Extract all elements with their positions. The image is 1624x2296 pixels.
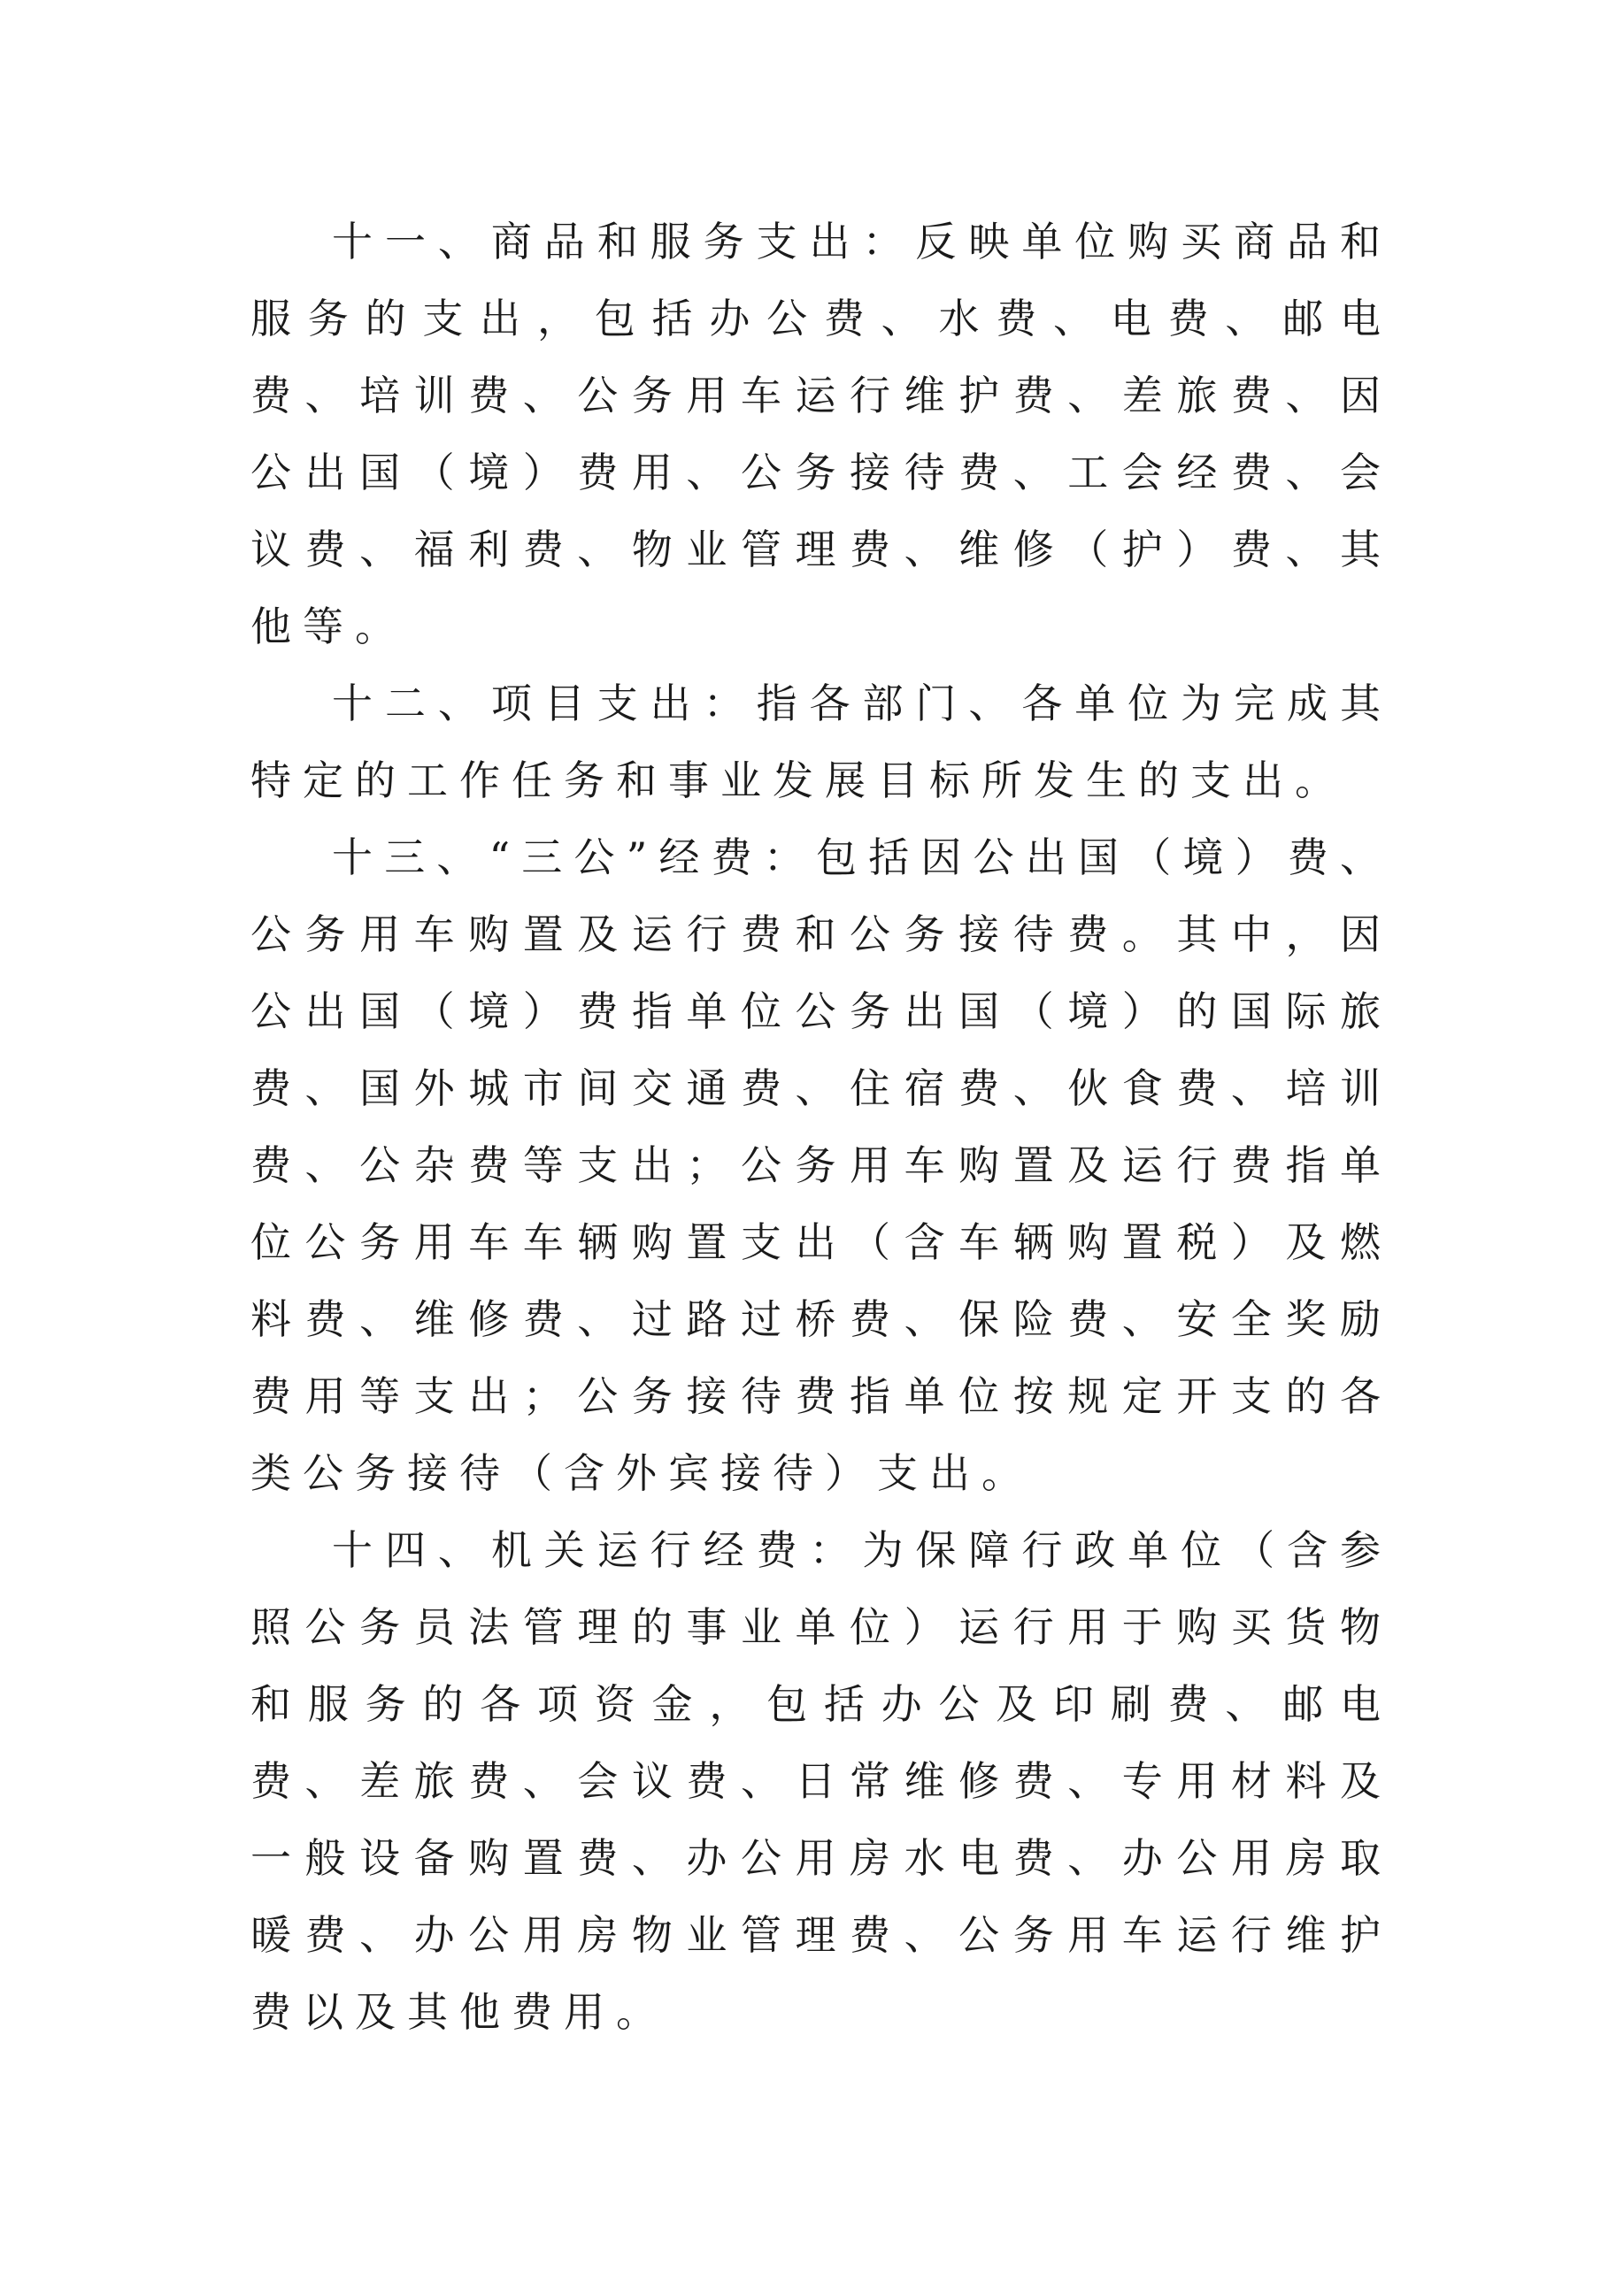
paragraph-goods-and-services: 十一、商品和服务支出：反映单位购买商品和服务的支出，包括办公费、水费、电费、邮电费、培训费、公务用车运行维护费、差旅费、因公出国（境）费用、公务接待费、工会经费、会议费、福利费、物业管理费、维修（护）费、其他等。 <box>250 218 1392 650</box>
paragraph-three-public-funds: 十三、“三公”经费：包括因公出国（境）费、公务用车购置及运行费和公务接待费。其中，因公出国（境）费指单位公务出国（境）的国际旅费、国外城市间交通费、住宿费、伙食费、培训费、公杂费等支出；公务用车购置及运行费指单位公务用车车辆购置支出（含车辆购置税）及燃料费、维修费、过路过桥费、保险费、安全奖励费用等支出；公务接待费指单位按规定开支的各类公务接待（含外宾接待）支出。 <box>250 833 1392 1497</box>
paragraph-agency-operating-funds: 十四、机关运行经费：为保障行政单位（含参照公务员法管理的事业单位）运行用于购买货物和服务的各项资金，包括办公及印刷费、邮电费、差旅费、会议费、日常维修费、专用材料及一般设备购置费、办公用房水电费、办公用房取暖费、办公用房物业管理费、公务用车运行维护费以及其他费用。 <box>250 1526 1392 2036</box>
paragraph-project-expenditure: 十二、项目支出：指各部门、各单位为完成其特定的工作任务和事业发展目标所发生的支出。 <box>250 680 1392 804</box>
document-body <box>250 203 1392 2051</box>
